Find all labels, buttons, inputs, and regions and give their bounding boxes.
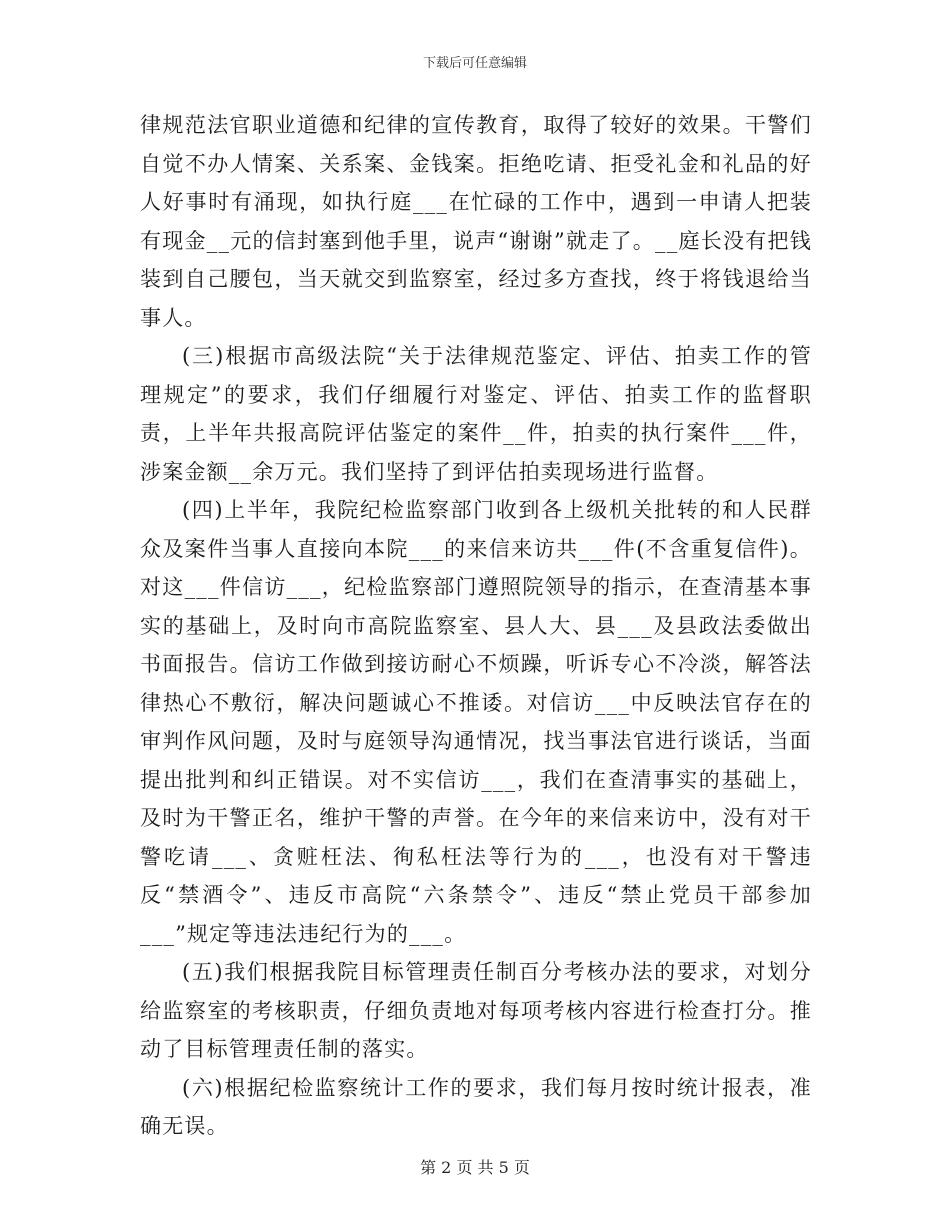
page-header: 下载后可任意编辑 [422,56,527,71]
paragraph-section-4: (四)上半年，我院纪检监察部门收到各上级机关批转的和人民群众及案件当事人直接向本院___的来信来访共___件(不含重复信件)。对这___件信访___，纪检监察部门遵照院领导的指示，在查清基本事实的基础上，及时向市高院监察室、县人大、县___及县政法委做出书面报告。信访工作做到接访耐心不烦躁，听诉专心不冷淡，解答法律热心不敷衍，解决问题诚心不推诿。对信访___中反映法官存在的审判作风问题，及时与庭领导沟通情况，找当事法官进行谈话，当面提出批判和纠正错误。对不实信访___，我们在查清事实的基础上，及时为干警正名，维护干警的声誉。在今年的来信来访中，没有对干警吃请___、贪赃枉法、徇私枉法等行为的___，也没有对干警违反“禁酒令”、违反市高院“六条禁令”、违反“禁止党员干部参加___”规定等违法违纪行为的___。 [140,498,812,946]
paragraph-section-3: (三)根据市高级法院“关于法律规范鉴定、评估、拍卖工作的管理规定”的要求，我们仔细履行对鉴定、评估、拍卖工作的监督职责，上半年共报高院评估鉴定的案件__件，拍卖的执行案件___件，涉案金额__余万元。我们坚持了到评估拍卖现场进行监督。 [140,344,812,484]
paragraph-section-6: (六)根据纪检监察统计工作的要求，我们每月按时统计报表，准确无误。 [140,1075,812,1138]
page-number-footer: 第 2 页 共 5 页 [420,1158,530,1177]
document-body [140,106,812,1146]
paragraph-section-5: (五)我们根据我院目标管理责任制百分考核办法的要求，对划分给监察室的考核职责，仔细负责地对每项考核内容进行检查打分。推动了目标管理责任制的落实。 [140,960,812,1061]
paragraph-continuation: 律规范法官职业道德和纪律的宣传教育，取得了较好的效果。干警们自觉不办人情案、关系案、金钱案。拒绝吃请、拒受礼金和礼品的好人好事时有涌现，如执行庭___在忙碌的工作中，遇到一申请人把装有现金__元的信封塞到他手里，说声“谢谢”就走了。__庭长没有把钱装到自己腰包，当天就交到监察室，经过多方查找，终于将钱退给当事人。 [140,113,812,330]
